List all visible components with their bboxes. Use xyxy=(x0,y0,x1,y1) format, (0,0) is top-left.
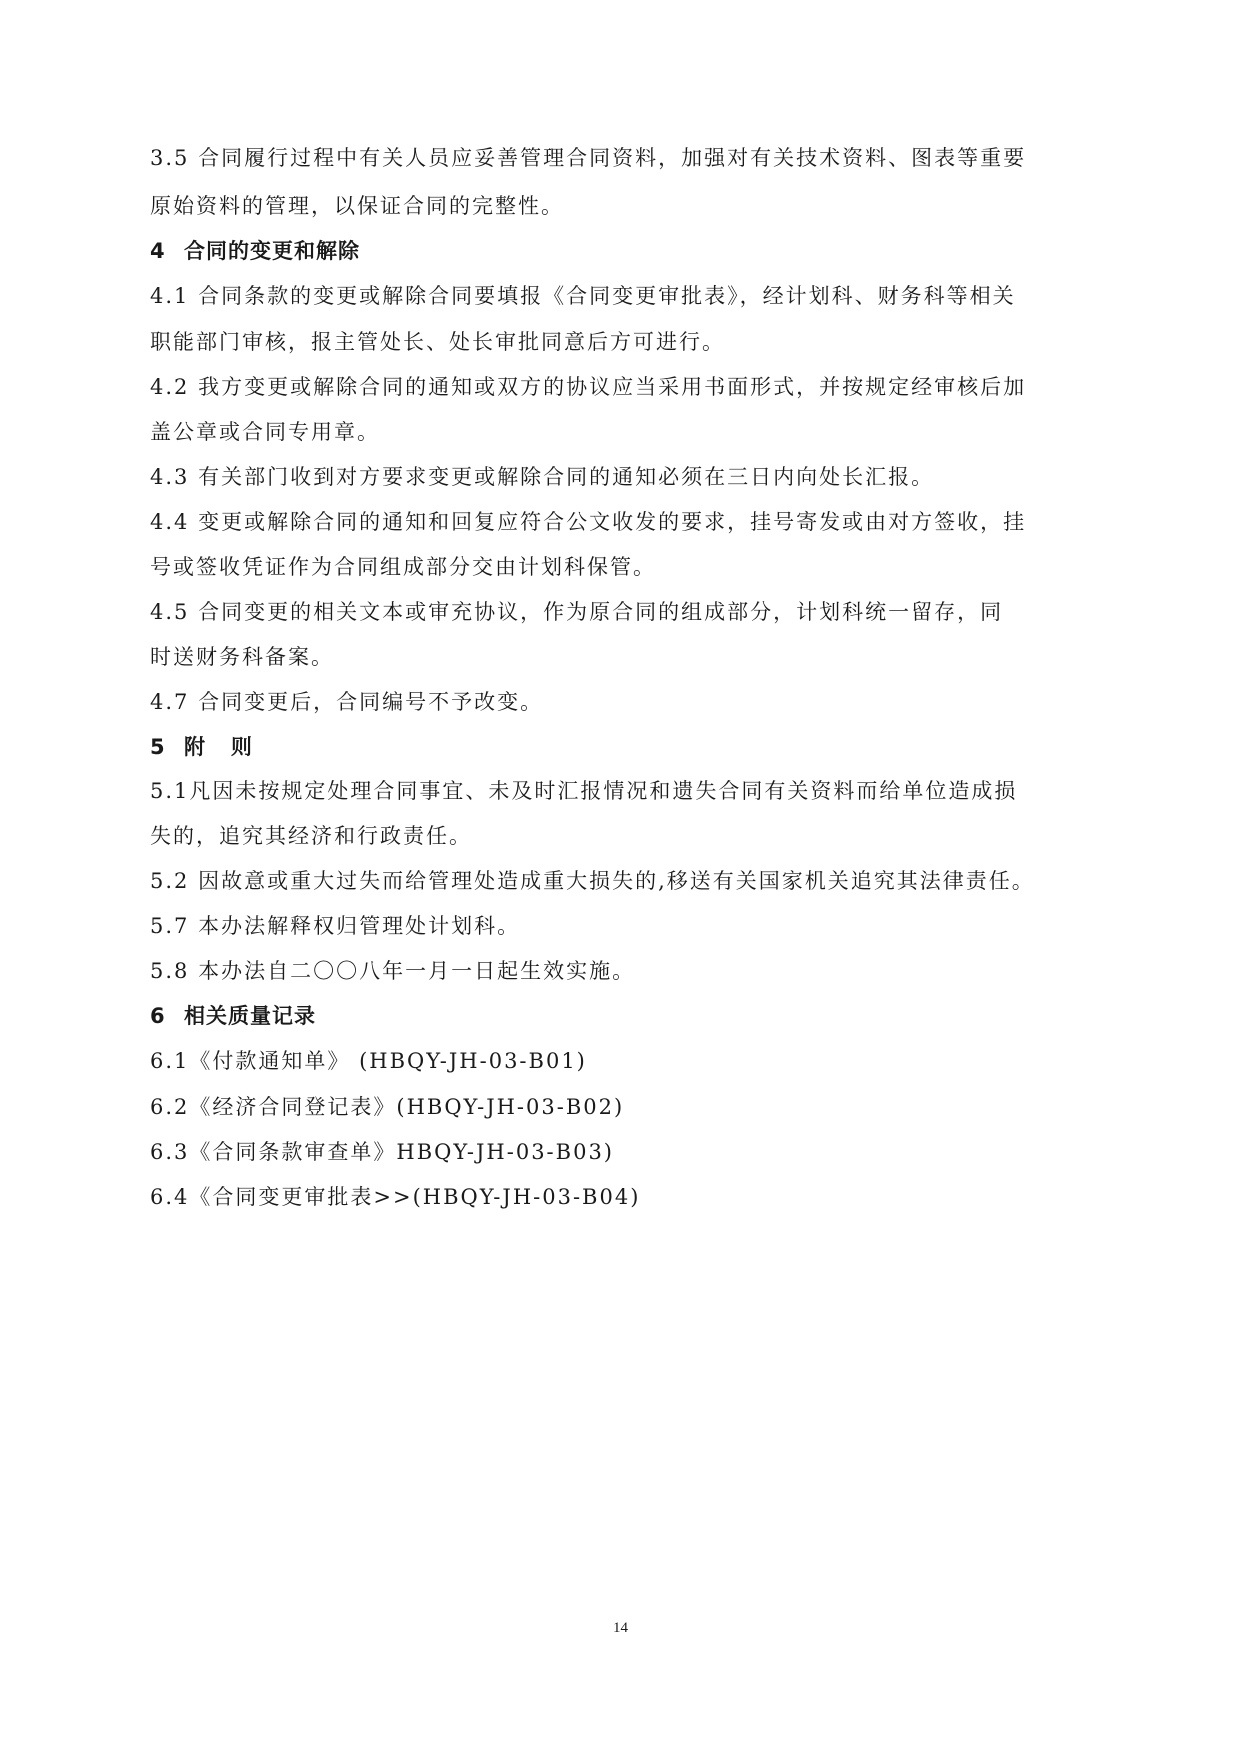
section-number: 4 xyxy=(150,239,166,263)
paragraph-line: 号或签收凭证作为合同组成部分交由计划科保管。 xyxy=(150,555,656,579)
paragraph-line: 职能部门审核，报主管处长、处长审批同意后方可进行。 xyxy=(150,330,725,354)
section-heading xyxy=(150,1001,1110,1031)
paragraph-line: 4.5 合同变更的相关文本或审充协议，作为原合同的组成部分，计划科统一留存，同 xyxy=(150,600,1004,624)
section-title: 附 则 xyxy=(184,735,253,759)
record-line: 6.2《经济合同登记表》(HBQY-JH-03-B02) xyxy=(150,1095,625,1119)
paragraph-line: 5.8 本办法自二〇〇八年一月一日起生效实施。 xyxy=(150,959,636,983)
paragraph-line: 5.1凡因未按规定处理合同事宜、未及时汇报情况和遗失合同有关资料而给单位造成损 xyxy=(150,779,1018,803)
record-line: 6.3《合同条款审查单》HBQY-JH-03-B03) xyxy=(150,1140,615,1164)
section-title: 合同的变更和解除 xyxy=(184,239,360,263)
section-heading xyxy=(150,236,1110,266)
record-line: 6.4《合同变更审批表>>(HBQY-JH-03-B04) xyxy=(150,1185,641,1209)
section-heading xyxy=(150,732,1110,762)
paragraph-line: 4.2 我方变更或解除合同的通知或双方的协议应当采用书面形式，并按规定经审核后加 xyxy=(150,375,1027,399)
paragraph-line: 4.4 变更或解除合同的通知和回复应符合公文收发的要求，挂号寄发或由对方签收，挂 xyxy=(150,510,1027,534)
paragraph-line: 原始资料的管理，以保证合同的完整性。 xyxy=(150,194,564,218)
section-title: 相关质量记录 xyxy=(184,1004,316,1028)
paragraph-line: 5.2 因故意或重大过失而给管理处造成重大损失的,移送有关国家机关追究其法律责任。 xyxy=(150,869,1035,893)
paragraph-line: 失的，追究其经济和行政责任。 xyxy=(150,824,472,848)
paragraph-line: 5.7 本办法解释权归管理处计划科。 xyxy=(150,914,521,938)
record-line: 6.1《付款通知单》 (HBQY-JH-03-B01) xyxy=(150,1049,587,1073)
paragraph-line: 4.7 合同变更后，合同编号不予改变。 xyxy=(150,690,544,714)
paragraph-line: 盖公章或合同专用章。 xyxy=(150,420,380,444)
paragraph-line: 3.5 合同履行过程中有关人员应妥善管理合同资料，加强对有关技术资料、图表等重要 xyxy=(150,146,1027,170)
section-number: 6 xyxy=(150,1004,166,1028)
paragraph-line: 4.1 合同条款的变更或解除合同要填报《合同变更审批表》，经计划科、财务科等相关 xyxy=(150,284,1016,308)
section-number: 5 xyxy=(150,735,166,759)
page-number: 14 xyxy=(613,1620,628,1636)
paragraph-line: 时送财务科备案。 xyxy=(150,645,334,669)
paragraph-line: 4.3 有关部门收到对方要求变更或解除合同的通知必须在三日内向处长汇报。 xyxy=(150,465,935,489)
